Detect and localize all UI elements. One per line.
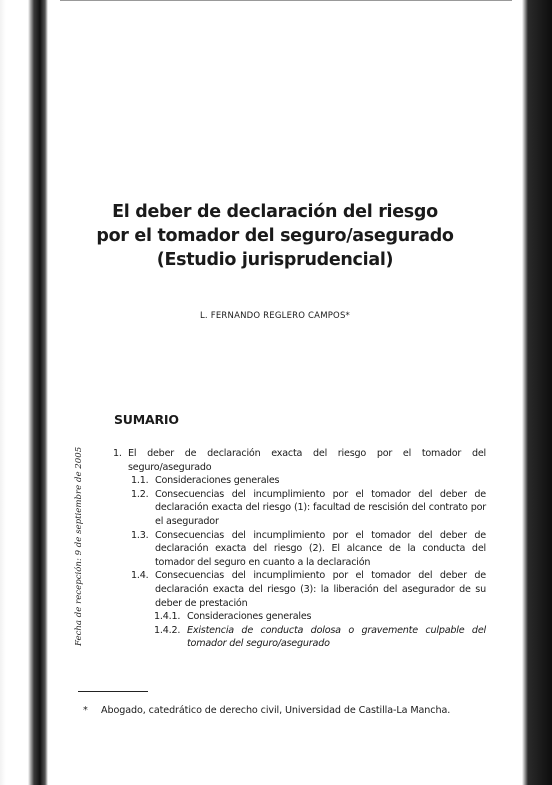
scan-edge-right — [518, 0, 552, 785]
toc-text: Existencia de conducta dolosa o gravemente culpable del tomador del seguro/asegurado — [187, 624, 486, 650]
footnote-text: Abogado, catedrático de derecho civil, Universidad de Castilla-La Mancha. — [101, 705, 451, 716]
toc-entry — [113, 474, 486, 488]
toc-number: 1.4.1. — [154, 611, 181, 623]
toc-text: Consideraciones generales — [187, 611, 312, 623]
author-name: L. FERNANDO REGLERO CAMPOS* — [200, 311, 350, 321]
toc-entry — [113, 488, 486, 529]
toc-number: 1.3. — [131, 529, 149, 541]
toc-text: Consideraciones generales — [155, 475, 280, 487]
toc-text: Consecuencias del incumplimiento por el tomador del deber de declaración exacta del riesgo (1): facultad de rescisión del contrato por el asegurador — [155, 488, 486, 527]
title-line: por el tomador del seguro/asegurado — [96, 226, 454, 246]
reception-date-note: Fecha de recepción: 9 de septiembre de 2005 — [74, 446, 84, 646]
scan-top-edge — [60, 0, 512, 3]
article-title — [60, 200, 490, 272]
toc-entry — [113, 624, 486, 651]
footnote-divider — [78, 691, 148, 692]
toc-entry — [113, 610, 486, 624]
toc-text: Consecuencias del incumplimiento por el tomador del deber de declaración exacta del riesgo (2). El alcance de la conducta del tomador del seguro en cuanto a la declaración — [155, 529, 486, 568]
toc-entry — [113, 447, 486, 474]
title-line: (Estudio jurisprudencial) — [156, 250, 394, 270]
footnote-mark: * — [83, 705, 88, 716]
toc-number: 1.4. — [131, 570, 149, 582]
table-of-contents — [113, 447, 486, 651]
toc-number: 1.2. — [131, 488, 149, 500]
title-line: El deber de declaración del riesgo — [112, 202, 438, 222]
scan-edge-left — [0, 0, 48, 785]
toc-number: 1.1. — [131, 475, 149, 487]
toc-entry — [113, 569, 486, 610]
toc-number: 1. — [113, 448, 122, 459]
summary-heading: SUMARIO — [114, 412, 179, 427]
toc-text: El deber de declaración exacta del riesgo por el tomador del seguro/asegurado — [128, 448, 486, 473]
toc-text: Consecuencias del incumplimiento por el tomador del deber de declaración exacta del riesgo (3): la liberación del asegurador de su deber de prestación — [155, 570, 486, 609]
toc-entry — [113, 529, 486, 570]
toc-number: 1.4.2. — [154, 624, 181, 636]
